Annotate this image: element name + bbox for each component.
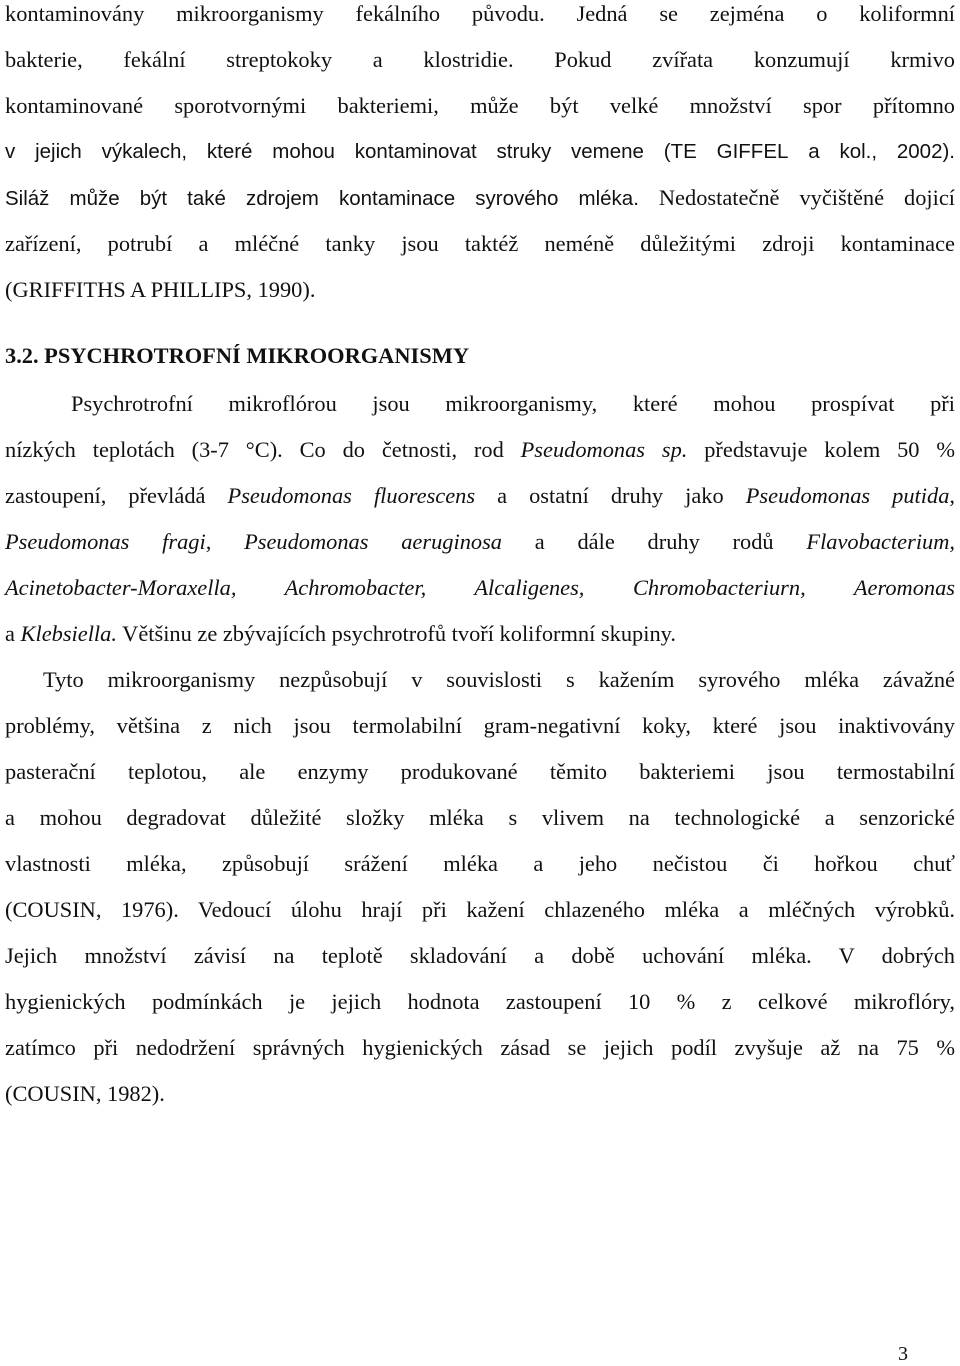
text-line (5, 758, 955, 804)
text-line (5, 620, 955, 666)
text-span: a mohou degradovat důležité složky mléka s vlivem na technologické a senzorické (5, 805, 955, 830)
text-span: a kol., 2002). (788, 140, 955, 163)
text-line (5, 46, 955, 92)
section-heading (5, 342, 955, 390)
text-line (5, 712, 955, 758)
text-span: zařízení, potrubí a mléčné tanky jsou taktéž neméně důležitými zdroji kontaminace (5, 231, 955, 256)
text-line (5, 896, 955, 942)
text-line (5, 482, 955, 528)
text-span: hygienických podmínkách je jejich hodnota zastoupení 10 % z celkové mikroflóry, (5, 989, 955, 1014)
citation-author: COUSIN (12, 897, 96, 922)
text-line (5, 666, 955, 712)
paragraph-contamination (5, 0, 955, 322)
text-span: představuje kolem 50 % (687, 437, 955, 462)
text-line (5, 942, 955, 988)
text-line (5, 92, 955, 138)
citation-author: GRIFFITHS A PHILLIPS (12, 277, 247, 302)
text-span: zatímco při nedodržení správných hygienických zásad se jejich podíl zvyšuje až na 75 % (5, 1035, 955, 1060)
species-name: Pseudomonas fragi, Pseudomonas aeruginosa (5, 529, 502, 554)
text-span: a (5, 621, 21, 646)
text-line (5, 184, 955, 230)
text-line (5, 804, 955, 850)
text-line (5, 436, 955, 482)
species-name: Pseudomonas fluorescens (227, 483, 476, 508)
species-name: Klebsiella. (20, 621, 117, 646)
text-line (5, 528, 955, 574)
species-name: Acinetobacter-Moraxella, Achromobacter, Alcaligenes, Chromobacteriurn, Aeromonas (5, 575, 955, 600)
text-span: Jejich množství závisí na teplotě skladování a době uchování mléka. V dobrých (5, 943, 955, 968)
text-span: kontaminované sporotvornými bakteriemi, může být velké množství spor přítomno (5, 93, 955, 118)
text-span: a dále druhy rodů (502, 529, 807, 554)
text-line (5, 1034, 955, 1080)
text-span: ( (5, 277, 13, 302)
text-span: Nedostatečně vyčištěné dojicí (638, 185, 955, 210)
document-page (5, 0, 955, 1126)
text-span: a ostatní druhy jako (475, 483, 746, 508)
section-spacer (5, 322, 955, 342)
text-span: pasterační teplotou, ale enzymy produkované těmito bakteriemi jsou termostabilní (5, 759, 955, 784)
text-span: problémy, většina z nich jsou termolabilní gram-negativní koky, které jsou inaktivovány (5, 713, 955, 738)
text-line (5, 988, 955, 1034)
text-span: , 1982). (95, 1081, 165, 1106)
paragraph-spoilage (5, 666, 955, 1126)
species-name: Pseudomonas sp. (520, 437, 688, 462)
text-span: ( (5, 897, 13, 922)
text-span: v jejich výkalech, které mohou kontaminovat struky vemene ( (5, 140, 671, 163)
text-line (5, 0, 955, 46)
text-span: Tyto mikroorganismy nezpůsobují v souvislosti s kažením syrového mléka závažné (43, 667, 955, 692)
text-line (5, 850, 955, 896)
citation-author: COUSIN (12, 1081, 96, 1106)
text-span: , 1990). (246, 277, 316, 302)
citation-author: TE GIFFEL (670, 140, 789, 163)
species-name: Pseudomonas putida, (745, 483, 955, 508)
text-span: bakterie, fekální streptokoky a klostridie. Pokud zvířata konzumují krmivo (5, 47, 955, 72)
heading-text: 3.2. PSYCHROTROFNÍ MIKROORGANISMY (5, 343, 469, 368)
text-line (5, 574, 955, 620)
text-span: kontaminovány mikroorganismy fekálního původu. Jedná se zejména o koliformní (5, 1, 955, 26)
text-span: Siláž může být také zdrojem kontaminace syrového mléka. (5, 187, 639, 210)
text-span: ( (5, 1081, 13, 1106)
text-span: zastoupení, převládá (5, 483, 228, 508)
text-span: Psychrotrofní mikroflórou jsou mikroorganismy, které mohou prospívat při (71, 391, 955, 416)
text-line (5, 138, 955, 184)
text-span: vlastnosti mléka, způsobují srážení mléka a jeho nečistou či hořkou chuť (5, 851, 955, 876)
text-line (5, 276, 955, 322)
text-line (5, 390, 955, 436)
text-span: nízkých teplotách (3-7 °C). Co do četnosti, rod (5, 437, 521, 462)
species-name: Flavobacterium, (806, 529, 956, 554)
text-span: Většinu ze zbývajících psychrotrofů tvoří koliformní skupiny. (116, 621, 676, 646)
text-line (5, 1080, 955, 1126)
page-number: 3 (898, 1343, 908, 1365)
text-span: , 1976). Vedoucí úlohu hrají při kažení chlazeného mléka a mléčných výrobků. (95, 897, 955, 922)
paragraph-psychrotrophs (5, 390, 955, 666)
text-line (5, 230, 955, 276)
